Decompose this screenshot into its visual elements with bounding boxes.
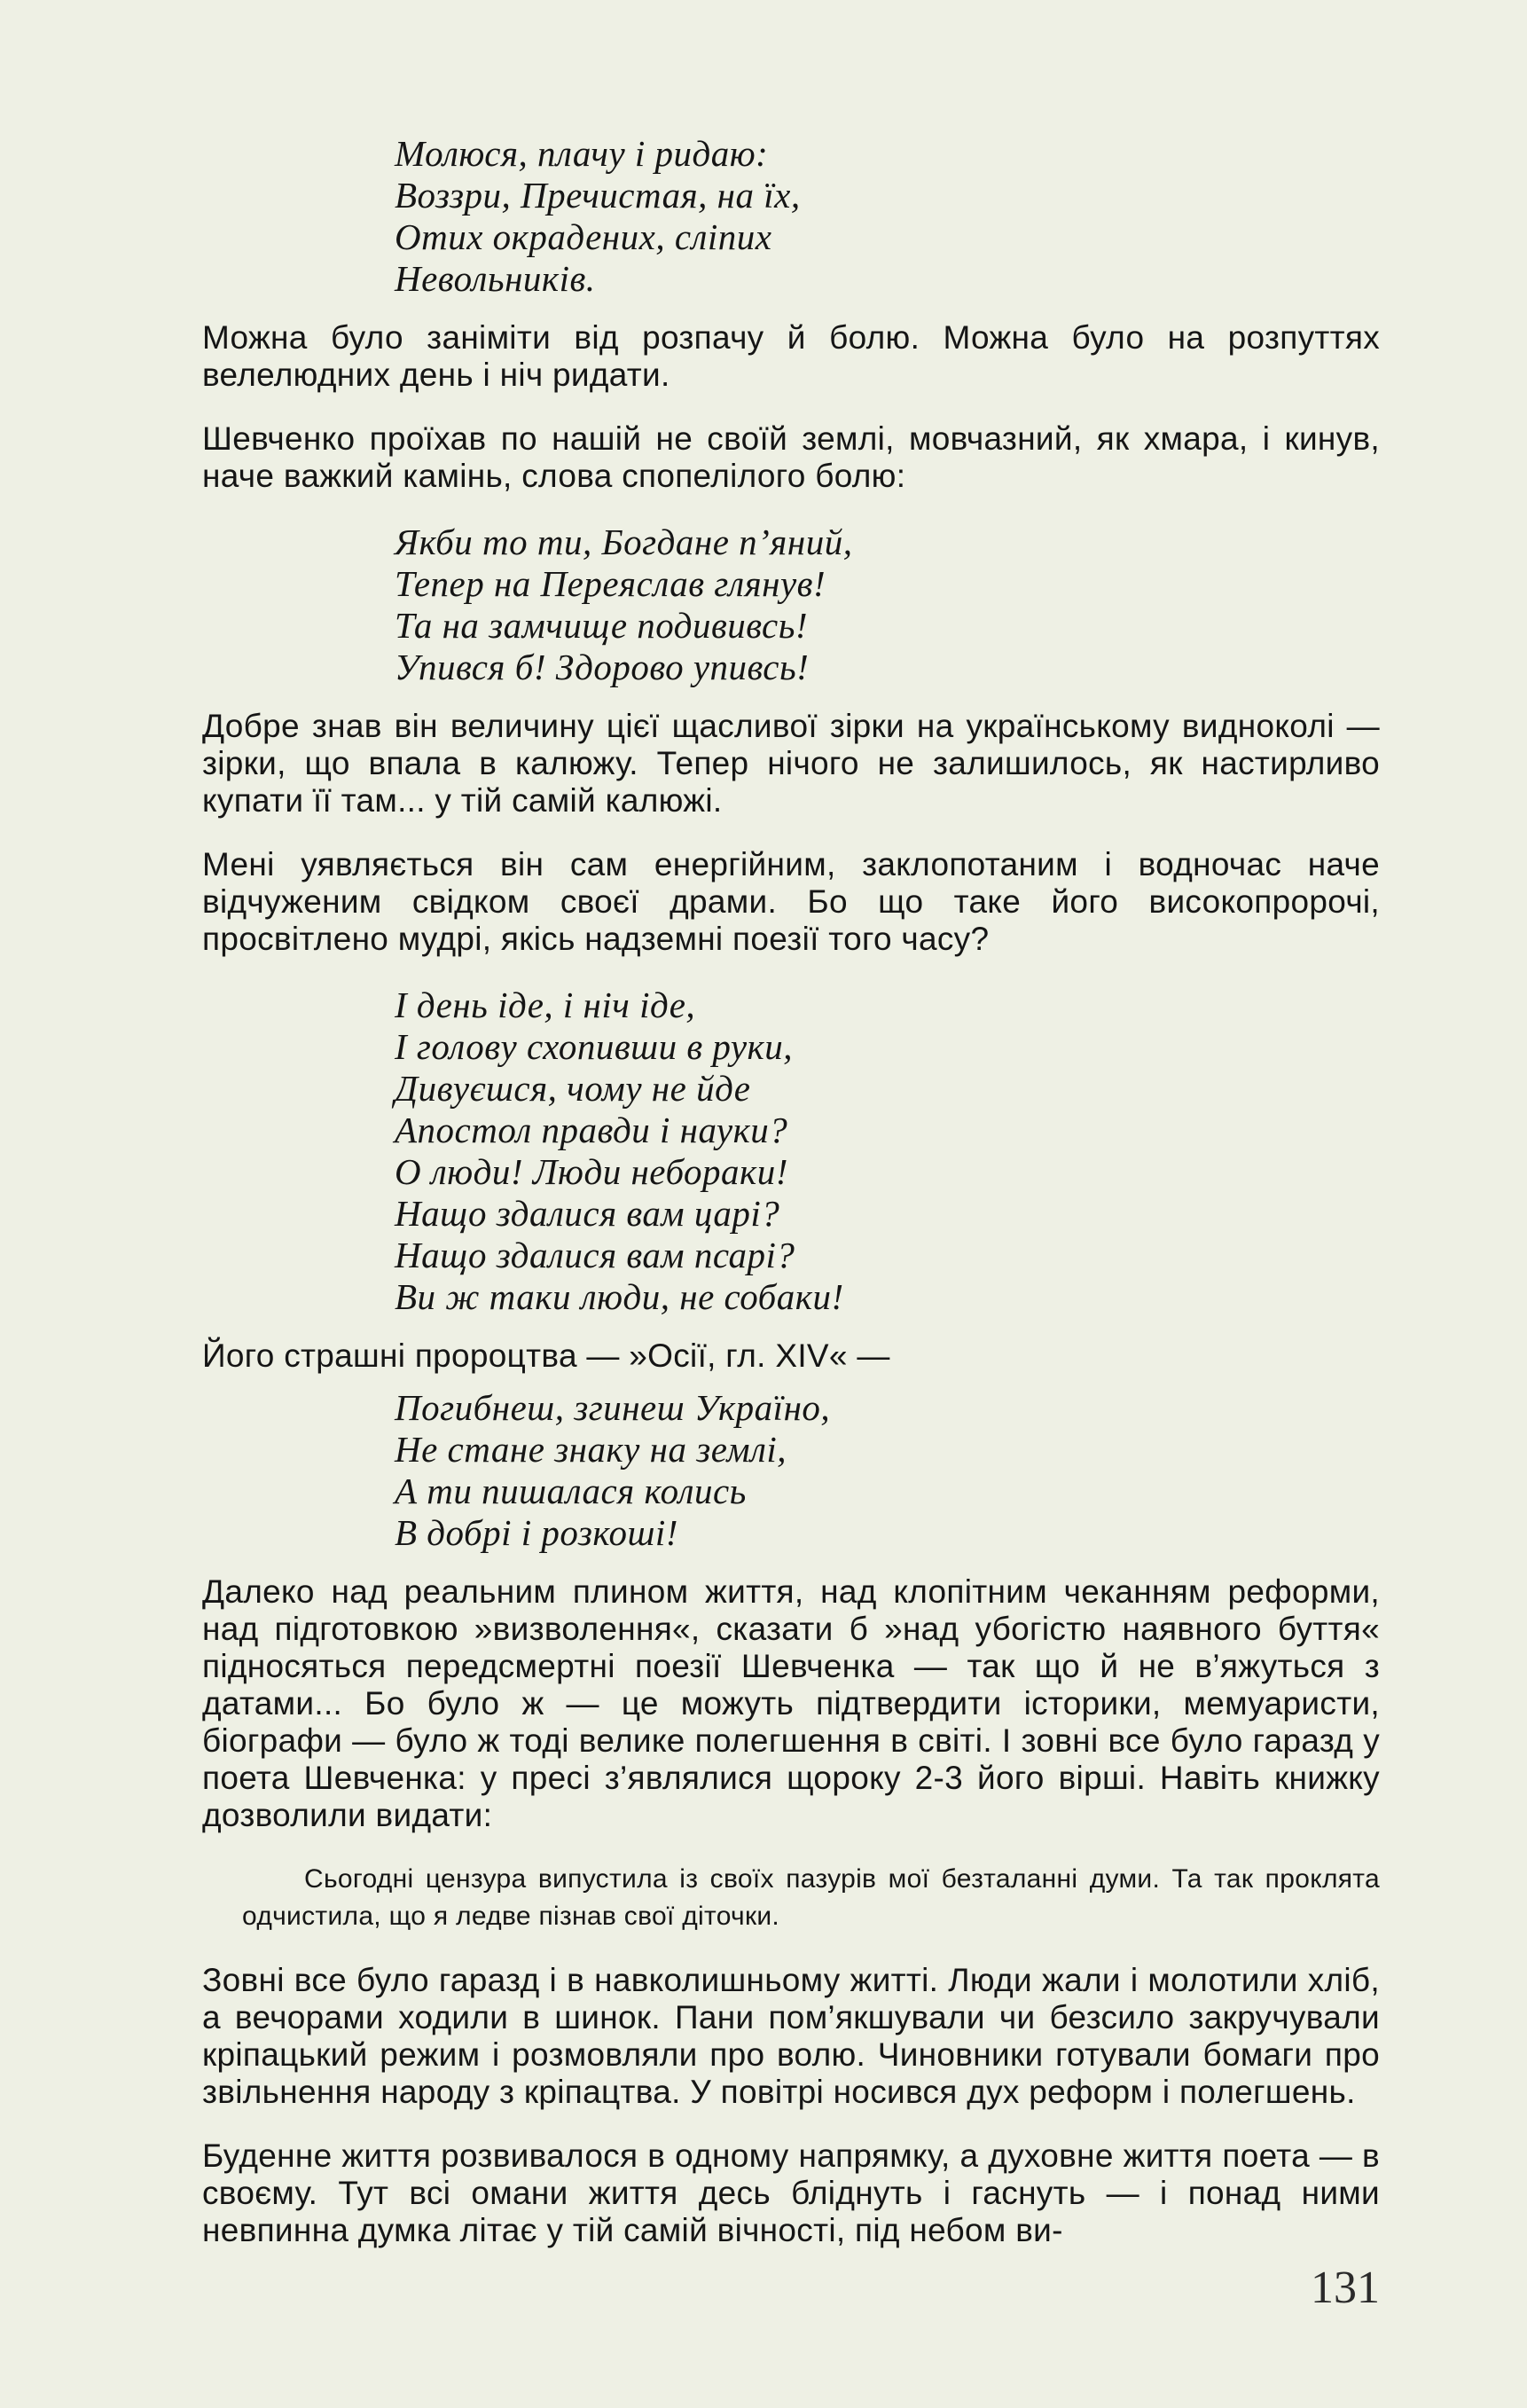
quote-text: Сьогодні цензура випустила із своїх пазурів мої безталанні думи. Та так проклята одчистила, що я ледве пізнав свої діточки. bbox=[242, 1864, 1380, 1931]
poem-line: Погибнеш, згинеш Україно, bbox=[395, 1387, 831, 1428]
poem-line: Ви ж таки люди, не собаки! bbox=[395, 1276, 844, 1317]
poem-excerpt-3 bbox=[395, 984, 1380, 1318]
paragraph-spiritual-life: Буденне життя розвивалося в одному напрямку, а духовне життя поета — в своєму. Тут всі омани життя десь бліднуть і гаснуть — і понад ними невпинна думка літає у тій самій вічності, під небом ви- bbox=[202, 2137, 1380, 2248]
paragraph-late-poems: Далеко над реальним плином життя, над клопітним чеканням реформи, над підготовкою »визволення«, сказати б »над убогістю наявного буття« підносяться передсмертні поезії Шевченка — так що й не в’яжуться з датами... Бо було ж — це можуть підтвердити історики, мемуаристи, біографи — було ж тоді велике полегшення в світі. І зовні все було гаразд у поета Шевченка: у пресі з’являлися щороку 2-3 його вірші. Навіть книжку дозволили видати: bbox=[202, 1573, 1380, 1833]
poem-line: Нащо здалися вам царі? bbox=[395, 1193, 780, 1234]
paragraph-star: Добре знав він величину цієї щасливої зірки на українському видноколі — зірки, що впала в калюжу. Тепер нічого не залишилось, як настирливо купати її там... у тій самій калюжі. bbox=[202, 708, 1380, 819]
poem-line: В добрі і розкоші! bbox=[395, 1512, 678, 1553]
poem-line: Отих окрадених, сліпих bbox=[395, 216, 772, 257]
poem-line: Апостол правди і науки? bbox=[395, 1110, 788, 1150]
page-number: 131 bbox=[1311, 2263, 1380, 2313]
poem-excerpt-1 bbox=[395, 133, 1380, 300]
poem-line: Тепер на Переяслав глянув! bbox=[395, 563, 826, 604]
paragraph-shevchenko-journey: Шевченко проїхав по нашій не своїй землі, мовчазний, як хмара, і кинув, наче важкий камінь, слова спопелілого болю: bbox=[202, 420, 1380, 494]
poem-line: А ти пишалася колись bbox=[395, 1471, 747, 1511]
poem-excerpt-2 bbox=[395, 522, 1380, 688]
poem-line: Якби то ти, Богдане п’яний, bbox=[395, 522, 853, 562]
censorship-quote bbox=[242, 1861, 1380, 1935]
poem-line: І день іде, і ніч іде, bbox=[395, 984, 696, 1025]
poem-excerpt-4 bbox=[395, 1387, 1380, 1554]
poem-line: Не стане знаку на землі, bbox=[395, 1429, 787, 1470]
poem-line: Молюся, плачу і ридаю: bbox=[395, 133, 769, 174]
paragraph-witness: Мені уявляється він сам енергійним, заклопотаним і водночас наче відчуженим свідком своєї драми. Бо що таке його високопророчі, просвітлено мудрі, якісь надземні поезії того часу? bbox=[202, 846, 1380, 957]
prophecy-lead-in: Його страшні пророцтва — »Осії, гл. XIV« — bbox=[202, 1337, 890, 1374]
text-column bbox=[202, 133, 1380, 2276]
paragraph-despair: Можна було заніміти від розпачу й болю. Можна було на розпуттях велелюдних день і ніч ридати. bbox=[202, 319, 1380, 393]
paragraph-outer-life: Зовні все було гаразд і в навколишньому житті. Люди жали і молотили хліб, а вечорами ходили в шинок. Пани пом’якшували чи безсило закручували кріпацький режим і розмовляли про волю. Чиновники готували бомаги про звільнення народу з кріпацтва. У повітрі носився дух реформ і полегшень. bbox=[202, 1962, 1380, 2110]
poem-line: І голову схопивши в руки, bbox=[395, 1026, 793, 1067]
poem-line: О люди! Люди небораки! bbox=[395, 1151, 788, 1192]
poem-line: Упився б! Здорово упивсь! bbox=[395, 647, 810, 687]
poem-line: Воззри, Пречистая, на їх, bbox=[395, 175, 801, 216]
poem-line: Дивуєшся, чому не йде bbox=[395, 1068, 751, 1109]
poem-line: Нащо здалися вам псарі? bbox=[395, 1235, 795, 1275]
poem-line: Невольників. bbox=[395, 258, 596, 299]
poem-line: Та на замчище подививсь! bbox=[395, 605, 809, 646]
